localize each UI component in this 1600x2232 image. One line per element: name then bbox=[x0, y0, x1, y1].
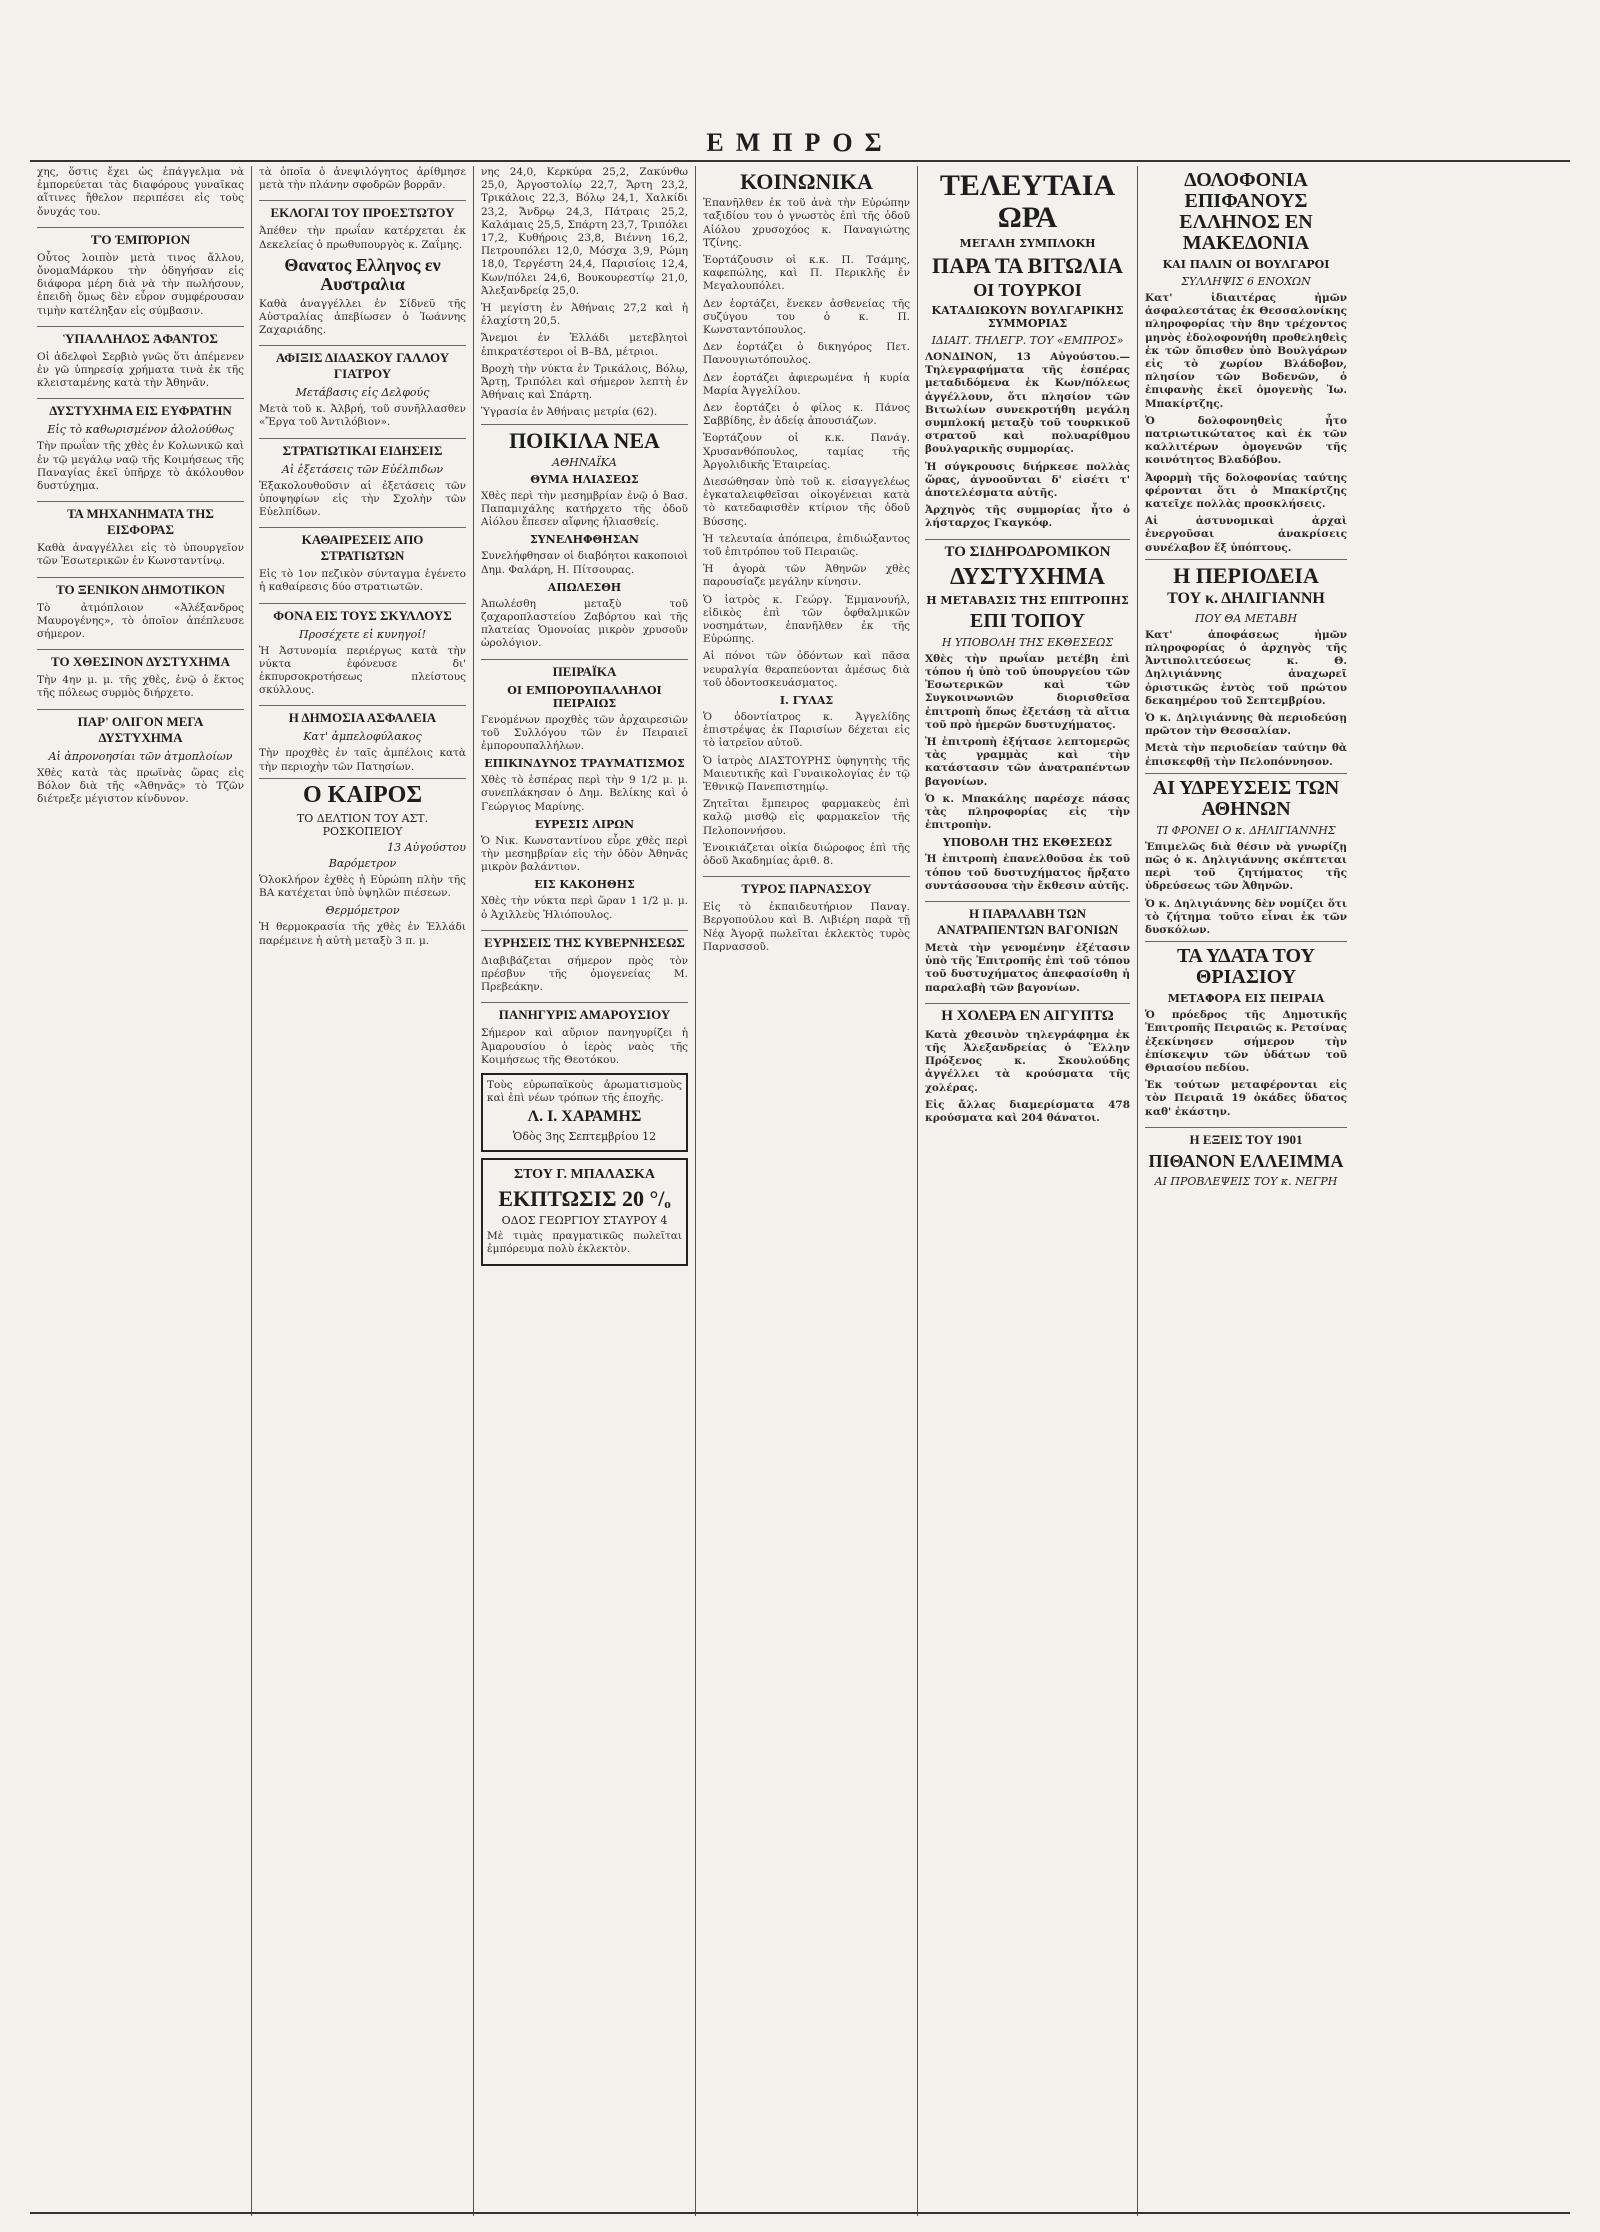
item-heading: ΟΙ ΕΜΠΟΡΟΥΠΑΛΛΗΛΟΙ ΠΕΙΡΑΙΩΣ bbox=[507, 683, 662, 710]
article-text: Ἀπωλέσθη μεταξὺ τοῦ ζαχαροπλαστείου Ζαβόρτου καὶ τῆς πλατείας Ὁμονοίας μικρὸν χρυσοῦν ὡρολόγιον. bbox=[481, 597, 688, 650]
section-subheading: ΥΠΟΒΟΛΗ ΤΗΣ ΕΚΘΕΣΕΩΣ bbox=[942, 836, 1113, 850]
section-heading: ΣΤΡΑΤΙΩΤΙΚΑΙ ΕΙΔΗΣΕΙΣ bbox=[259, 438, 466, 459]
section-heading: ΕΥΡΗΣΕΙΣ ΤΗΣ ΚΥΒΕΡΝΗΣΕΩΣ bbox=[481, 930, 688, 951]
barometer-label: Βαρόμετρον bbox=[328, 857, 397, 871]
article-text: Αἱ ἀστυνομικαὶ ἀρχαὶ ἐνεργοῦσαι ἀνακρίσεις συνέλαβον ἕξ ὑπόπτους. bbox=[1145, 515, 1347, 554]
article-text: Ὁλοκλήρον ἐχθὲς ἡ Εὐρώπη πλὴν τῆς ΒΑ κατέχεται ὑπὸ ὑψηλῶν πιέσεων. bbox=[259, 874, 466, 900]
section-heading: Η ΠΑΡΑΛΑΒΗ ΤΩΝ ΑΝΑΤΡΑΠΕΝΤΩΝ ΒΑΓΟΝΙΩΝ bbox=[925, 901, 1130, 938]
last-hour-heading: ΤΕΛΕΥΤΑΙΑ ΩΡΑ bbox=[939, 169, 1116, 234]
item-heading: ΕΠΙΚΙΝΔΥΝΟΣ ΤΡΑΥΜΑΤΙΣΜΟΣ bbox=[484, 757, 685, 771]
article-text: Τὸ ἀτμόπλοιον «Ἀλέξανδρος Μαυρογένης», τὸ ὁποῖον ἀπέπλευσε σήμερον. bbox=[37, 601, 244, 641]
advertisement-charamis bbox=[481, 1073, 688, 1152]
article-text: Ἐπανῆλθεν ἐκ τοῦ ἀνὰ τὴν Εὐρώπην ταξιδίου του ὁ γνωστὸς ἐπὶ τῆς ὁδοῦ Αἰόλου χρυσοχόος κ. Παναγιώτης Τζίνης. bbox=[703, 197, 910, 249]
article-text: Δεν ἑορτάζει ὁ δικηγόρος Πετ. Πανουγιωτόπουλος. bbox=[703, 341, 910, 367]
article-text: Ἀφορμὴ τῆς δολοφονίας ταύτης φέρονται ὅτι ὁ Μπακίρτζης κατεῖχε πολλὰς προσκλήσεις. bbox=[1145, 471, 1347, 511]
section-heading: ΕΠΙ ΤΟΠΟΥ bbox=[970, 609, 1085, 632]
article-text: Κατ' ἰδιαιτέρας ἡμῶν ἀσφαλεστάτας ἐκ Θεσσαλονίκης πληροφορίας τὴν 8ην τρέχοντος μηνὸς ἐδολοφονήθη προθεληθεὶς ἐκ τῶν ὄπισθεν ὑπὸ Βουλγάρων εἰς τὸ χωρίον Βλάδοβον, πλησίον τῶν Βοδενῶν, ὁ ἐπιφανὴς ἐκεῖ ὁμογενὴς Ἰω. Μπακίρτζης. bbox=[1145, 292, 1347, 410]
article-text: Εἰς τὸ ἐκπαιδευτήριον Παναγ. Βεργοπούλου καὶ Β. Λιβιέρη παρὰ τῇ Νέᾳ Ἀγορᾷ πωλεῖται ἐκλεκτὸς τυρὸς Παρνασσοῦ. bbox=[703, 901, 910, 953]
article-text: Χθὲς τὴν πρωΐαν μετέβη ἐπὶ τόπου ἡ ὑπὸ τοῦ ὑπουργείου τῶν Ἐσωτερικῶν καὶ τῶν Συγκοινωνιῶν διορισθεῖσα ἐπιτροπὴ ὅπως ἐξετάσῃ τὰ αἴτια τοῦ πρὸ ἡμερῶν δυστυχήματος. bbox=[925, 652, 1130, 731]
article-text: Ἀπέθεν τὴν πρωΐαν κατέρχεται ἐκ Δεκελείας ὁ πρωθυπουργὸς κ. Ζαΐμης. bbox=[259, 225, 466, 251]
section-heading: ΔΥΣΤΥΧΗΜΑ bbox=[949, 563, 1106, 590]
section-heading: ΤΟΥ κ. ΔΗΛΙΓΙΑΝΝΗ bbox=[1167, 589, 1325, 607]
section-subheading: Εἰς τὸ καθωρισμένον ἀλολούθως bbox=[47, 423, 234, 437]
column-5 bbox=[918, 166, 1138, 2216]
top-rule bbox=[30, 160, 1570, 162]
section-subheading: ΣΥΛΛΗΨΙΣ 6 ΕΝΟΧΩΝ bbox=[1181, 275, 1311, 288]
article-text: Μετὰ τὴν γενομένην ἐξέτασιν ὑπὸ τῆς Ἐπιτροπῆς ἐπὶ τοῦ τόπου τοῦ δυστυχήματος ἀπεφασίσθη ἡ παραλαβὴ τῶν βαγονίων. bbox=[925, 942, 1130, 994]
article-text: Ἐνοικιάζεται οἰκία διώροφος ἐπὶ τῆς ὁδοῦ Ἀκαδημίας ἀριθ. 8. bbox=[703, 841, 910, 868]
item-heading: ΘΥΜΑ ΗΛΙΑΣΕΩΣ bbox=[530, 472, 639, 486]
thermometer-label: Θερμόμετρον bbox=[325, 904, 400, 918]
article-text: Ὁ ἰατρὸς κ. Γεώργ. Ἐμμανουήλ, εἰδικὸς ἐπὶ τῶν ὀφθαλμικῶν νοσημάτων, ἐπανῆλθεν ἐκ τῆς Εὐρώπης. bbox=[703, 593, 910, 646]
section-heading: Η ΠΕΡΙΟΔΕΙΑ bbox=[1145, 559, 1347, 587]
article-text: Ἐκ τούτων μεταφέρονται εἰς τὸν Πειραιᾶ 19 ὀκάδες ὕδατος καθ' ἑκάστην. bbox=[1145, 1079, 1347, 1118]
temperature-list: νης 24,0, Κερκύρα 25,2, Ζακύνθω 25,0, Ἀργοστολίῳ 22,7, Ἄρτη 23,2, Τρικάλοις 22,3, Βόλῳ 24,1, Χαλκίδι 23,2, Ἄνδρῳ 24,3, Πάτραις 25,2, Καλάμαις 25,5, Σπάρτη 23,7, Τριπόλει 17,2, Κυθήροις 23,8, Βιέννη 16,2, Πετρουπόλει 12,0, Μόσχα 3,9, Ρώμη 18,0, Τεργέστη 24,4, Παρισίοις 12,4, Κων/πόλει 24,6, Βουκουρεστίῳ 21,0, Ἀλεξανδρείᾳ 25,0. bbox=[481, 166, 688, 297]
article-text: Ὁ Νικ. Κωνσταντίνου εὗρε χθὲς περὶ τὴν μεσημβρίαν εἰς τὴν ὁδὸν Ἀθηνᾶς μικρὸν βαλάντιον. bbox=[481, 834, 688, 874]
section-subheading: ΜΕΤΑΦΟΡΑ ΕΙΣ ΠΕΙΡΑΙΑ bbox=[1167, 992, 1325, 1006]
section-heading: ΠΑΡ' ΟΛΙΓΟΝ ΜΕΓΑ ΔΥΣΤΥΧΗΜΑ bbox=[37, 709, 244, 746]
article-text: Χθὲς τὸ ἑσπέρας περὶ τὴν 9 1/2 μ. μ. συνεπλάκησαν ὁ Δημ. Βελίκης καὶ ὁ Γεώργιος Μαρίνης. bbox=[481, 774, 688, 813]
article-text: τὰ ὁποῖα ὁ ἀνεψιλόγητος ἀρίθμησε μετὰ τὴν πλάνην σφοδρῶν βορρᾶν. bbox=[259, 166, 466, 192]
item-heading: ΕΙΣ ΚΑΚΟΗΘΗΣ bbox=[534, 878, 635, 892]
section-subheading: ΚΑΙ ΠΑΛΙΝ ΟΙ ΒΟΥΛΓΑΡΟΙ bbox=[1162, 258, 1330, 271]
article-text: Ὁ ἰατρὸς ΔΙΑΣΤΟΥΡΗΣ ὑφηγητὴς τῆς Μαιευτικῆς καὶ Γυναικολογίας ἐν τῷ Ἐθνικῷ Πανεπιστημίῳ. bbox=[703, 754, 910, 794]
column-2 bbox=[252, 166, 474, 2216]
article-text: Ὁ κ. Δηλιγιάννης δὲν νομίζει ὅτι τὸ ζήτημα τοῦτο εἶναι ἐκ τῶν δυσκόλων. bbox=[1145, 897, 1347, 936]
item-heading: ΕΥΡΕΣΙΣ ΛΙΡΩΝ bbox=[534, 817, 635, 831]
section-heading: ΠΙΘΑΝΟΝ ΕΛΛΕΙΜΜΑ bbox=[1148, 1150, 1344, 1171]
article-text: Δεν ἑορτάζει, ἕνεκεν ἀσθενείας τῆς συζύγου του ὁ κ. Π. Κωνσταντόπουλος. bbox=[703, 297, 910, 336]
article-text: Σήμερον καὶ αὔριον πανηγυρίζει ἡ Ἀμαρουσίου ὁ ἱερὸς ναὸς τῆς Κοιμήσεως τῆς Θεοτόκου. bbox=[481, 1027, 688, 1066]
article-text: Ἡ Ἀστυνομία περιέργως κατὰ τὴν νύκτα ἐφόνευσε δι' ἐκπυρσοκροτήσεως πλείστους σκύλλους. bbox=[259, 644, 466, 697]
article-text: Ἡ μεγίστη ἐν Ἀθήναις 27,2 καὶ ἡ ἐλαχίστη 20,5. bbox=[481, 302, 688, 328]
advertisement-balaska bbox=[481, 1158, 688, 1266]
article-text: ΛΟΝΔΙΝΟΝ, 13 Αὐγούστου.—Τηλεγραφήματα τῆς ἑσπέρας μεταδιδόμενα ἐκ Κων/πόλεως ἀγγέλλουν, ὅτι πλησίον τῶν Βιτωλίων συνεκροτήθη μεγάλη συμπλοκή μεταξὺ τοῦ τουρκικοῦ στρατοῦ καὶ πολυαρίθμου βουλγαρικῆς συμμορίας. bbox=[925, 350, 1130, 456]
article-text: Ὑγρασία ἐν Ἀθήναις μετρία (62). bbox=[481, 406, 658, 419]
article-text: Γενομένων προχθὲς τῶν ἀρχαιρεσιῶν τοῦ Συλλόγου τῶν ἐν Πειραιεῖ ἐμπορουπαλλήλων. bbox=[481, 713, 688, 752]
bottom-rule bbox=[30, 2212, 1570, 2214]
article-text: Αἱ πόνοι τῶν ὀδόντων καὶ πᾶσα νευραλγία θεραπεύονται ἀμέσως διὰ τοῦ ὀδοντοσκευάσματος. bbox=[703, 650, 910, 689]
ad-shop: ΣΤΟΥ Γ. ΜΠΑΛΑΣΚΑ bbox=[513, 1167, 656, 1183]
section-subheading: ΜΕΓΑΛΗ ΣΥΜΠΛΟΚΗ bbox=[959, 237, 1096, 250]
section-heading: ΠΟΙΚΙΛΑ ΝΕΑ bbox=[481, 424, 688, 452]
article-text: Ὁ κ. Δηλιγιάννης θὰ περιοδεύσῃ πρῶτον τὴν Θεσσαλίαν. bbox=[1145, 711, 1347, 738]
section-subheading: ΚΑΤΑΔΙΩΚΟΥΝ ΒΟΥΛΓΑΡΙΚΗΣ ΣΥΜΜΟΡΙΑΣ bbox=[931, 303, 1124, 330]
article-text: Ὁ κ. Μπακάλης παρέσχε πάσας τὰς πληροφορίας εἰς τὴν ἐπιτροπὴν. bbox=[925, 792, 1130, 832]
weather-date: 13 Αὐγούστου bbox=[387, 841, 466, 855]
article-text: Οἱ ἀδελφοὶ Σερβιὸ γνῶς ὅτι ἀπέμενεν ἐν γῶ ὑπηρεσίᾳ χρήματα τινὰ ἐκ τῆς κλεισταμένης κατὰ τὴν Ἀθηνᾶν. bbox=[37, 350, 244, 390]
article-text: Χθὲς τὴν νύκτα περὶ ὥραν 1 1/2 μ. μ. ὁ Ἀχιλλεὺς Ἠλιόπουλος. bbox=[481, 895, 688, 921]
article-text: Χθὲς κατὰ τὰς πρωϊνὰς ὥρας εἰς Βόλον διὰ τῆς «Ἀθηνᾶς» τὸ Τζῶν διέτρεξε μέγιστον κίνδυνον. bbox=[37, 766, 244, 806]
article-text: Εἰς τὸ 1ον πεζικὸν σύνταγμα ἐγένετο ἡ καθαίρεσις δύο στρατιωτῶν. bbox=[259, 568, 466, 594]
article-text: Ὁ δολοφονηθεὶς ἦτο πατριωτικώτατος καὶ ἐκ τῶν καλλιτέρων ὁμογενῶν τῆς κοινότητος Βλαδόβου. bbox=[1145, 414, 1347, 467]
section-subheading: ΑΘΗΝΑΪΚΑ bbox=[552, 455, 617, 469]
article-text: Εἰς ἄλλας διαμερίσματα 478 κρούσματα καὶ 204 θάνατοι. bbox=[925, 1098, 1130, 1125]
article-text: Ὁ ὀδοντίατρος κ. Ἀγγελίδης ἐπιστρέψας ἐκ Παρισίων δέχεται εἰς τὸ ἰατρεῖον αὐτοῦ. bbox=[703, 711, 910, 750]
article-text: Κατ' ἀποφάσεως ἡμῶν πληροφορίας ὁ ἀρχηγὸς τῆς Ἀντιπολιτεύσεως κ. Θ. Δηλιγιάννης ἀναχωρεῖ ὁριστικῶς ἐντὸς τοῦ πρώτου δεκαημέρου τοῦ Σεπτεμβρίου. bbox=[1145, 628, 1347, 707]
article-text: Οὗτος λοιπὸν μετὰ τινος ἄλλου, ὄνομαΜάρκου τὴν ὁδηγήσαν εἰς διάφορα μέρη διὰ νὰ τὴν πωλήσουν, ἐπειδὴ ὅμως δὲν εὗρον συμφέρουσαν τιμὴν κατέληξαν εἰς σύμβασιν. bbox=[37, 251, 244, 317]
telegram-source: ΙΔΙΑΙΤ. ΤΗΛΕΓΡ. ΤΟΥ «ΕΜΠΡΟΣ» bbox=[931, 333, 1124, 347]
section-subheading: Μετάβασις εἰς Δελφούς bbox=[295, 386, 430, 400]
ad-address: ΟΔΟΣ ΓΕΩΡΓΙΟΥ ΣΤΑΥΡΟΥ 4 bbox=[501, 1214, 668, 1228]
section-subheading: Αἱ ἀπρονοησίαι τῶν ἀτμοπλοίων bbox=[48, 749, 233, 763]
section-subheading: Η ΜΕΤΑΒΑΣΙΣ ΤΗΣ ΕΠΙΤΡΟΠΗΣ bbox=[926, 593, 1129, 607]
article-text: Δεν ἑορτάζει ἀφιερωμένα ἡ κυρία Μαρία Ἀγγελίλου. bbox=[703, 371, 910, 397]
article-text: Ἡ τελευταία ἀπόπειρα, ἐπιδιώξαντος τοῦ ἐπιτρόπου τοῦ Πειραιῶς. bbox=[703, 532, 910, 558]
section-heading: ΤΟ ΧΘΕΣΙΝΟΝ ΔΥΣΤΥΧΗΜΑ bbox=[37, 649, 244, 670]
section-heading: ΟΙ ΤΟΥΡΚΟΙ bbox=[973, 280, 1082, 301]
section-heading: ΤΥΡΟΣ ΠΑΡΝΑΣΣΟΥ bbox=[703, 876, 910, 897]
section-heading: ὙΠΑΛΛΗΛΟΣ ἈΦΑΝΤΟΣ bbox=[37, 326, 244, 347]
article-text: Χθὲς περὶ τὴν μεσημβρίαν ἐνῷ ὁ Βασ. Παπαμιχάλης κατήρχετο τῆς ὁδοῦ Αἰόλου ἔπεσεν αἴφνης ἠλιασθείς. bbox=[481, 489, 688, 529]
section-heading: ΔΥΣΤΥΧΗΜΑ ΕΙΣ ΕΥΦΡΑΤΗΝ bbox=[37, 398, 244, 419]
section-subheading: ΤΙ ΦΡΟΝΕΙ Ο κ. ΔΗΛΙΓΙΑΝΝΗΣ bbox=[1156, 823, 1336, 837]
section-heading: ΚΑΘΑΙΡΕΣΕΙΣ ΑΠΟ ΣΤΡΑΤΙΩΤΩΝ bbox=[259, 527, 466, 564]
article-text: Συνελήφθησαν οἱ διαβόητοι κακοποιοὶ Δημ. Φαλάρη, Η. Πίτσουρας. bbox=[481, 550, 688, 576]
article-text: Κατὰ χθεσινὸν τηλεγράφημα ἐκ τῆς Ἀλεξανδρείας ὁ Ἕλλην Πρόξενος κ. Σκουλούδης ἀγγέλλει τὰ κρούσματα τῆς χολέρας. bbox=[925, 1028, 1130, 1094]
column-4 bbox=[696, 166, 918, 2216]
weather-bulletin-label: ΤΟ ΔΕΛΤΙΟΝ ΤΟΥ ΑΣΤ. ΡΟΣΚΟΠΕΙΟΥ bbox=[296, 812, 429, 839]
ad-name: Λ. Ι. ΧΑΡΑΜΗΣ bbox=[527, 1108, 642, 1126]
ad-address: Ὁδὸς 3ης Σεπτεμβρίου 12 bbox=[512, 1130, 657, 1144]
column-1 bbox=[30, 166, 252, 2216]
column-6 bbox=[1138, 166, 1354, 2216]
article-text: Ζητεῖται ἔμπειρος φαρμακεὺς ἐπὶ καλῷ μισθῷ εἰς φαρμακεῖον τῆς Πελοποννήσου. bbox=[703, 798, 910, 837]
article-text: χης, ὅστις ἔχει ὡς ἐπάγγελμα νὰ ἐμπορεύεται τὰς διαφόρους γυναῖκας αἵτινες ἤθελον περιπέσει εἰς τοὺς ὄνυχάς του. bbox=[37, 166, 244, 218]
section-heading: Η ΧΟΛΕΡΑ ΕΝ ΑΙΓΥΠΤΩ bbox=[925, 1003, 1130, 1025]
section-heading: Η ΕΞΕΙΣ ΤΟΥ 1901 bbox=[1145, 1127, 1347, 1148]
ad-discount: ΕΚΠΤΩΣΙΣ 20 °/ₒ bbox=[498, 1185, 671, 1211]
section-subheading: Αἱ ἐξετάσεις τῶν Εὐέλπιδων bbox=[281, 462, 444, 476]
article-text: Διαβιβάζεται σήμερον πρὸς τὸν πρέσβυν τῆς ὁμογενείας Μ. Πρεβεάκην. bbox=[481, 954, 688, 994]
article-text: Ἐπιμελῶς διὰ θέσιν νὰ γνωρίζῃ πῶς ὁ κ. Δηλιγιάννης σκέπτεται περὶ τοῦ ζητήματος τῆς ὑδρεύσεως τῶν Ἀθηνῶν. bbox=[1145, 840, 1347, 893]
section-heading: ΕΚΛΟΓΑΙ ΤΟΥ ΠΡΟΕΣΤΩΤΟΥ bbox=[259, 200, 466, 221]
article-text: Καθὰ ἀναγγέλλει ἐν Σίδνεϋ τῆς Αὐστραλίας ἀπεβίωσεν ὁ Ἰωάννης Ζαχαριάδης. bbox=[259, 297, 466, 336]
section-subheading: Η ΥΠΟΒΟΛΗ ΤΗΣ ΕΚΘΕΣΕΩΣ bbox=[941, 635, 1114, 649]
section-heading: ΔΟΛΟΦΟΝΙΑ ΕΠΙΦΑΝΟΥΣ ΕΛΛΗΝΟΣ ΕΝ ΜΑΚΕΔΟΝΙΑ bbox=[1179, 169, 1313, 254]
section-subheading: ΠΟΥ ΘΑ ΜΕΤΑΒΗ bbox=[1194, 611, 1298, 625]
weather-heading: Ο ΚΑΙΡΟΣ bbox=[259, 778, 466, 808]
masthead bbox=[0, 128, 1600, 158]
section-heading: ΠΑΡΑ ΤΑ ΒΙΤΩΛΙΑ bbox=[931, 253, 1124, 278]
ad-text: Μὲ τιμὰς πραγματικῶς πωλεῖται ἐμπόρευμα πολὺ ἐκλεκτὸν. bbox=[487, 1230, 682, 1256]
section-heading: ΤΑ ΜΗΧΑΝΗΜΑΤΑ ΤΗΣ ΕΙΣΦΟΡΑΣ bbox=[37, 501, 244, 538]
ad-text: Τοὺς εὐρωπαϊκοὺς ἀρωματισμοὺς καὶ ἐπὶ νέων τρόπων τῆς ἐποχῆς. bbox=[487, 1079, 682, 1105]
section-subheading: Κατ' ἀμπελοφύλακος bbox=[303, 730, 422, 744]
article-text: Τὴν 4ην μ. μ. τῆς χθὲς, ἐνῷ ὁ ἕκτος τῆς πόλεως συρμὸς διήρχετο. bbox=[37, 674, 244, 700]
newspaper-title: ΕΜΠΡΟΣ bbox=[706, 128, 894, 157]
section-heading: ΤΟ ΣΙΔΗΡΟΔΡΟΜΙΚΟΝ bbox=[925, 539, 1130, 561]
item-heading: ΣΥΝΕΛΗΦΘΗΣΑΝ bbox=[530, 533, 639, 547]
item-heading: Ι. ΓΥΛΑΣ bbox=[779, 694, 834, 707]
article-text: Ἡ ἀγορὰ τῶν Ἀθηνῶν χθὲς παρουσίαζε μεγάλην κίνησιν. bbox=[703, 563, 910, 589]
columns bbox=[30, 166, 1570, 2216]
section-heading: Η ΔΗΜΟΣΙΑ ΑΣΦΑΛΕΙΑ bbox=[259, 705, 466, 726]
section-heading: ΑΙ ΥΔΡΕΥΣΕΙΣ ΤΩΝ ΑΘΗΝΩΝ bbox=[1145, 773, 1347, 820]
section-heading: ΤΑ ΥΔΑΤΑ ΤΟΥ ΘΡΙΑΣΙΟΥ bbox=[1145, 941, 1347, 988]
article-text: Δεν ἑορτάζει ὁ φίλος κ. Πάνος Σαββίδης, ἐν ἀδείᾳ ἀπουσιάζων. bbox=[703, 401, 910, 428]
column-3 bbox=[474, 166, 696, 2216]
article-text: Ὁ πρόεδρος τῆς Δημοτικῆς Ἐπιτροπῆς Πειραιῶς κ. Ρετσίνας ἐξεκίνησεν σήμερον τὴν ἐπίσκεψιν τῶν ὑδάτων τοῦ Θριασίου πεδίου. bbox=[1145, 1009, 1347, 1075]
section-heading: Θανατος Ελληνος εν Αυστραλια bbox=[284, 254, 441, 294]
section-heading: ΤΟ ΞΕΝΙΚΟΝ ΔΗΜΟΤΙΚΟΝ bbox=[37, 577, 244, 598]
section-heading: ΚΟΙΝΩΝΙΚΑ bbox=[740, 169, 873, 194]
article-text: Ἡ ἐπιτροπὴ ἐξήτασε λεπτομερῶς τὰς γραμμὰς καὶ τὴν κατάστασιν τῶν ἀνατραπέντων βαγονίων. bbox=[925, 736, 1130, 788]
article-text: Τὴν πρωΐαν τῆς χθὲς ἐν Κολωνικῶ καὶ ἐν τῷ μεγάλῳ ναῷ τῆς Κοιμήσεως τῆς Παναγίας ἐκεῖ ὑπῆρχε τὸ ἀκόλουθον δυστύχημα. bbox=[37, 440, 244, 493]
article-text: Ἀρχηγὸς τῆς συμμορίας ἦτο ὁ λήσταρχος Γκαγκόφ. bbox=[925, 504, 1130, 530]
article-text: Μετὰ τὴν περιοδείαν ταύτην θὰ ἐπισκεφθῇ τὴν Πελοπόννησον. bbox=[1145, 742, 1347, 768]
article-text: Καθὰ ἀναγγέλλει εἰς τὸ ὑπουργεῖον τῶν Ἐσωτερικῶν ἐν Κωνσταντίνῳ. bbox=[37, 542, 244, 568]
article-text: Ἡ θερμοκρασία τῆς χθὲς ἐν Ἑλλάδι παρέμεινε ἡ αὐτὴ μεταξὺ 3 π. μ. bbox=[259, 921, 466, 947]
section-subheading: Προσέχετε εἰ κυνηγοί! bbox=[299, 627, 426, 641]
article-text: Μετὰ τοῦ κ. Ἀλβρή, τοῦ συνῆλλασθεν «Ἔργα τοῦ Ἀντιλόβιον». bbox=[259, 403, 466, 429]
article-text: Ἐορτάζουσιν οἱ κ.κ. Π. Τσάμης, καφεπώλης, καὶ Π. Περικλῆς ἐν Μεγαλουπόλει. bbox=[703, 253, 910, 293]
section-subheading: ΑΙ ΠΡΟΒΛΕΨΕΙΣ ΤΟΥ κ. ΝΕΓΡΗ bbox=[1154, 1174, 1338, 1188]
article-text: Ἡ σύγκρουσις διήρκεσε πολλὰς ὥρας, ἀγνοοῦνται δ' εἰσέτι τ' ἀποτελέσματα αὐτῆς. bbox=[925, 460, 1130, 500]
section-heading: ΦΟΝΑ ΕΙΣ ΤΟΥΣ ΣΚΥΛΛΟΥΣ bbox=[259, 603, 466, 624]
article-text: Ἐξακολουθοῦσιν αἱ ἐξετάσεις τῶν ὑποψηφίων εἰς τὴν Σχολὴν τῶν Εὐελπίδων. bbox=[259, 479, 466, 519]
item-heading: ΑΠΩΛΕΣΘΗ bbox=[547, 580, 622, 594]
section-heading: ΠΑΝΗΓΥΡΙΣ ΑΜΑΡΟΥΣΙΟΥ bbox=[481, 1002, 688, 1023]
article-text: Ἑορτάζουν οἱ κ.κ. Πανάγ. Χρυσανθόπουλος, ταμίας τῆς Ἀργολιδικῆς Ἑταιρείας. bbox=[703, 432, 910, 471]
section-heading: ΠΕΙΡΑΪΚΑ bbox=[481, 659, 688, 680]
article-text: Τὴν προχθὲς ἐν ταῖς ἀμπέλοις κατὰ τὴν περιοχὴν τῶν Πατησίων. bbox=[259, 747, 466, 773]
article-text: Ἄνεμοι ἐν Ἑλλάδι μετεβλητοὶ ἐπικρατέστεροι οἱ Β–ΒΔ, μέτριοι. bbox=[481, 332, 688, 358]
article-text: Ἡ ἐπιτροπὴ ἐπανελθοῦσα ἐκ τοῦ τόπου τοῦ δυστυχήματος ἤρξατο συντάσσουσα τὴν ἔκθεσιν αὐτῆς. bbox=[925, 853, 1130, 892]
section-heading: ΑΦΙΞΙΣ ΔΙΔΑΣΚΟΥ ΓΑΛΛΟΥ ΓΙΑΤΡΟΥ bbox=[259, 345, 466, 382]
article-text: Βροχὴ τὴν νύκτα ἐν Τρικάλοις, Βόλῳ, Ἄρτῃ, Τριπόλει καὶ σήμερον λεπτὴ ἐν Ἀθήναις καὶ Σπάρτη. bbox=[481, 362, 688, 402]
section-heading: ΤῸ ἘΜΠΌΡΙΟΝ bbox=[37, 227, 244, 248]
article-text: Διεσώθησαν ὑπὸ τοῦ κ. εἰσαγγελέως ἐγκαταλειφθεῖσαι οἰκογένειαι κατὰ τὸ κατεδαφισθὲν κτίριον τῆς ὁδοῦ Βύσσης. bbox=[703, 475, 910, 528]
